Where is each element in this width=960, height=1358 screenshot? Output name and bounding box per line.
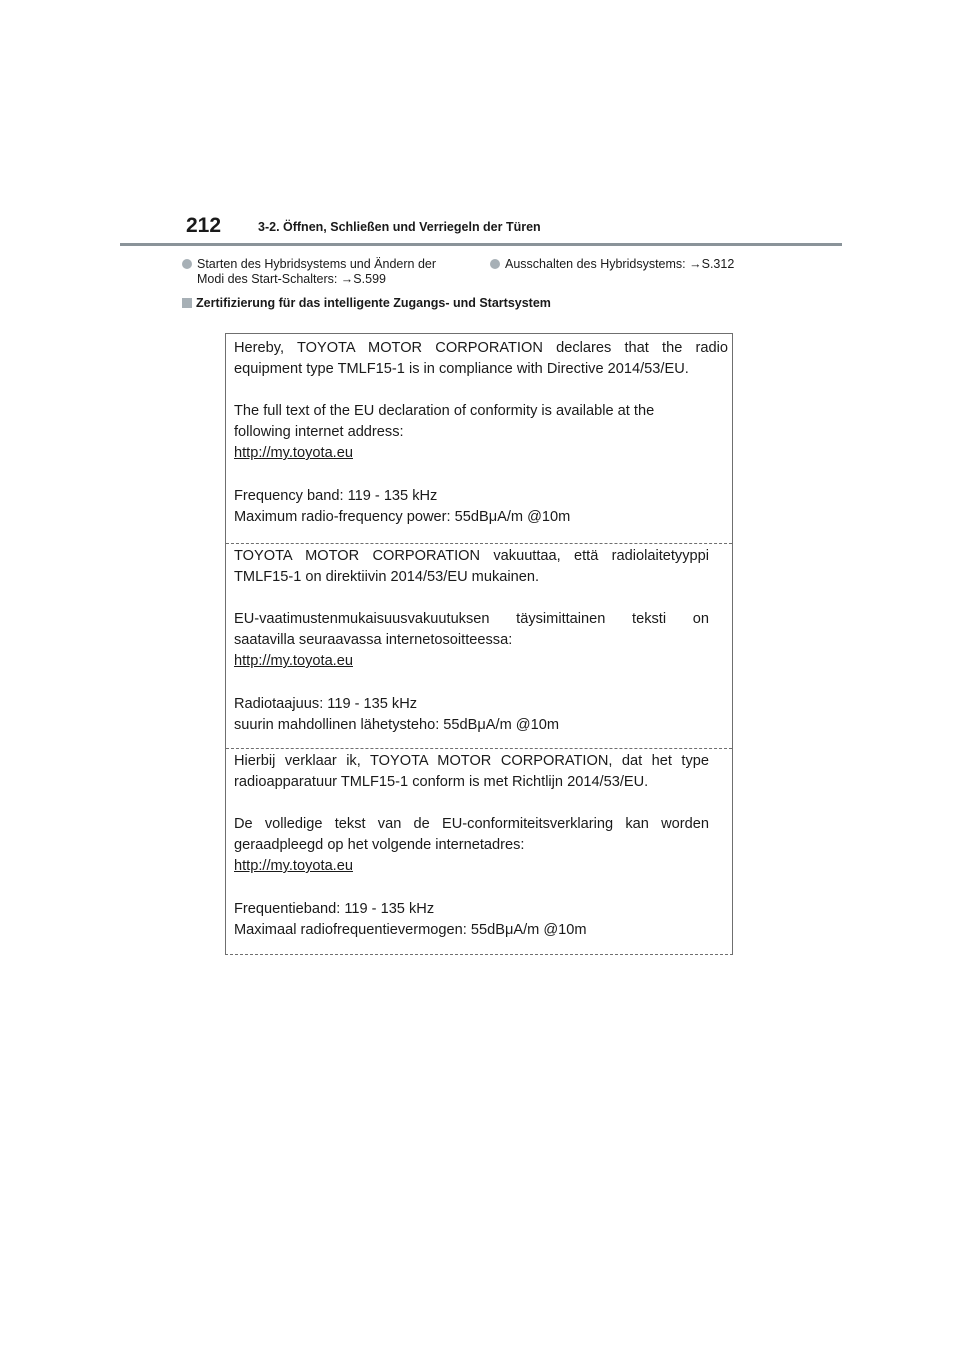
max-power: Maximum radio-frequency power: 55dBμA/m @10m — [234, 509, 571, 525]
max-power: Maximaal radiofrequentievermogen: 55dBμA/m @10m — [234, 922, 587, 938]
full-text-note — [234, 401, 728, 464]
note-line: geraadpleegd op het volgende internetadres: — [234, 837, 525, 853]
radio-specs — [234, 486, 728, 528]
header-rule — [120, 243, 842, 246]
url-link[interactable]: http://my.toyota.eu — [234, 653, 353, 669]
note-line: EU-vaatimustenmukaisuusvakuutuksen täysimittainen teksti on — [234, 611, 709, 627]
note-line: The full text of the EU declaration of conformity is available at the — [234, 403, 655, 419]
bullet-text: Modi des Start-Schalters: →S.599 — [197, 272, 386, 286]
certification-box — [225, 333, 733, 955]
bullet-item-start — [182, 257, 497, 287]
url-link[interactable]: http://my.toyota.eu — [234, 858, 353, 874]
bullet-text: Ausschalten des Hybridsystems: →S.312 — [505, 257, 735, 271]
declaration — [234, 751, 709, 793]
cert-section-dutch — [226, 748, 732, 955]
bullet-square-icon — [182, 298, 192, 308]
frequency-band: Radiotaajuus: 119 - 135 kHz — [234, 696, 418, 712]
note-line: following internet address: — [234, 424, 404, 440]
subheading — [182, 296, 551, 310]
declaration-line: equipment type TMLF15-1 is in compliance with Directive 2014/53/EU. — [234, 361, 689, 377]
frequency-band: Frequentieband: 119 - 135 kHz — [234, 901, 435, 917]
full-text-note — [234, 814, 709, 877]
note-line: saatavilla seuraavassa internetosoitteessa: — [234, 632, 513, 648]
cert-section-finnish — [226, 543, 732, 749]
radio-specs — [234, 694, 709, 736]
cert-section-english — [226, 334, 732, 544]
subheading-text: Zertifizierung für das intelligente Zugangs- und Startsystem — [196, 296, 551, 310]
declaration-line: Hierbij verklaar ik, TOYOTA MOTOR CORPORATION, dat het type — [234, 753, 709, 769]
declaration-line: radioapparatuur TMLF15-1 conform is met Richtlijn 2014/53/EU. — [234, 774, 649, 790]
declaration — [234, 546, 709, 588]
full-text-note — [234, 609, 709, 672]
bullet-text: Starten des Hybridsystems und Ändern der — [197, 257, 437, 271]
url-link[interactable]: http://my.toyota.eu — [234, 445, 353, 461]
section-title: 3-2. Öffnen, Schließen und Verriegeln der Türen — [258, 220, 541, 234]
page-number: 212 — [186, 214, 222, 237]
max-power: suurin mahdollinen lähetysteho: 55dBμA/m @10m — [234, 717, 560, 733]
declaration-line: TMLF15-1 on direktiivin 2014/53/EU mukainen. — [234, 569, 540, 585]
frequency-band: Frequency band: 119 - 135 kHz — [234, 488, 438, 504]
declaration-line: Hereby, TOYOTA MOTOR CORPORATION declares that the radio — [234, 340, 728, 356]
bullet-item-stop — [490, 257, 805, 272]
declaration-line: TOYOTA MOTOR CORPORATION vakuuttaa, että radiolaitetyyppi — [234, 548, 709, 564]
bullet-circle-icon — [182, 259, 192, 269]
declaration — [234, 338, 728, 380]
radio-specs — [234, 899, 709, 941]
note-line: De volledige tekst van de EU-conformiteitsverklaring kan worden — [234, 816, 709, 832]
bullet-circle-icon — [490, 259, 500, 269]
